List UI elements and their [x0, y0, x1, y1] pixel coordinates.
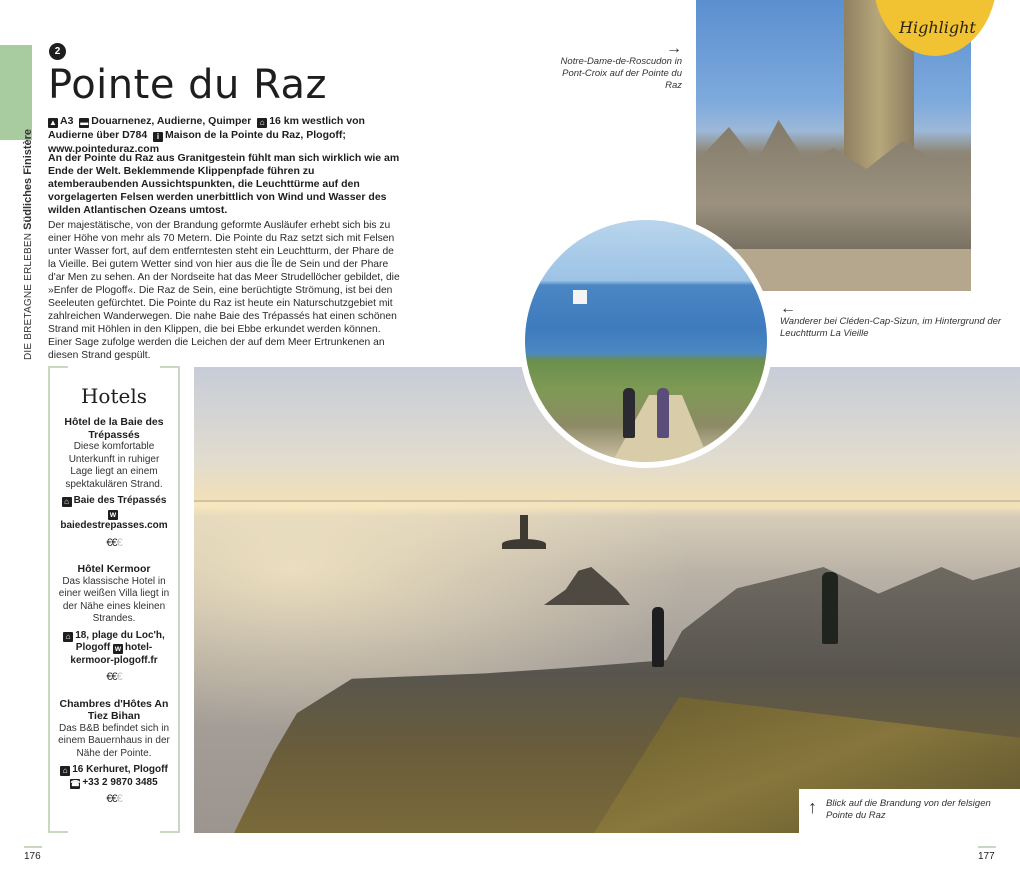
hotel-item — [50, 563, 178, 684]
hotel-website[interactable]: hotel-kermoor-plogoff.fr — [70, 642, 158, 666]
bus-info: Douarnenez, Audierne, Quimper — [91, 115, 252, 127]
hotel-item — [50, 416, 178, 549]
hotel-address: Baie des Trépassés — [73, 495, 167, 506]
arrow-up-icon: ↑ — [808, 797, 817, 817]
highlight-label: Highlight — [899, 18, 976, 37]
chapter-label: DIE BRETAGNE ERLEBEN — [23, 232, 34, 360]
map-icon: ▲ — [49, 118, 57, 127]
house-icon: ⌂ — [60, 766, 70, 776]
hotel-description: Das B&B befindet sich in einem Bauernhaus in der Nähe der Pointe. — [58, 722, 170, 759]
hotels-title: Hotels — [80, 384, 147, 408]
entry-number-badge: 2 — [49, 43, 66, 60]
lighthouse — [573, 290, 587, 304]
hikers-photo — [525, 220, 767, 462]
arrow-right-icon: → — [666, 40, 682, 57]
body-paragraph: Der majestätische, von der Brandung geformte Ausläufer erhebt sich bis zu einer Höhe von mehr als 70 Metern. Die Pointe du Raz setzt sich mit Felsen unter Wasser fort, auf dem entferntesten steht ein Leuchtturm, der Phare de la Vieille. Bei gutem Wetter sind von hier aus die Île de Sein und der Phare d'ar Men zu sehen. An der Nordseite hat das Meer Strudellöcher gebildet, die »Enfer de Plogoff«. Die Raz de Sein, eine berüchtigte Strömung, ist bei den Seeleuten gefürchtet. Die Pointe du Raz ist heute ein Naturschutzgebiet mit zahlreichen Wanderwegen. Die nahe Baie des Trépassés hat einen schönen Strand mit Höhlen in den Klippen, die bei Ebbe erkundet werden können. Einer Sage zufolge werden die Leichen der auf dem Meer Ertrunkenen an diesen Strand gespült. — [48, 220, 400, 361]
phone-icon: ☎ — [70, 778, 81, 788]
house-icon: ⌂ — [257, 118, 267, 128]
caption-text: Notre-Dame-de-Roscudon in Pont-Croix auf der Pointe du Raz — [560, 56, 682, 91]
hotel-description: Diese komfortable Unterkunft in ruhiger Lage liegt an einem spektakulären Strand. — [65, 441, 163, 490]
web-icon: w — [114, 644, 122, 653]
hotel-description: Das klassische Hotel in einer weißen Villa liegt in der Nähe eines kleinen Strandes. — [58, 575, 170, 624]
entry-info — [48, 114, 408, 156]
chapter-color-tab — [0, 45, 32, 140]
arrow-left-icon: ← — [780, 300, 796, 317]
hotel-phone: +33 2 9870 3485 — [82, 776, 158, 788]
running-header — [22, 129, 34, 360]
info-icon: i — [153, 132, 163, 142]
hotel-name: Hôtel de la Baie des Trépassés — [64, 416, 164, 441]
price-rating: €€€ — [106, 671, 122, 683]
person-silhouette — [822, 572, 838, 644]
hotel-website[interactable]: baiedestrepasses.com — [60, 520, 168, 531]
page-number-left: 176 — [24, 851, 41, 862]
caption-hikers — [780, 302, 1010, 340]
person-silhouette — [652, 607, 664, 667]
church-building — [696, 120, 971, 260]
bus-icon: ▬ — [80, 118, 89, 127]
caption-cliffs — [808, 798, 1008, 822]
page-title: Pointe du Raz — [48, 62, 328, 108]
hotels-box — [48, 366, 180, 833]
hotel-item — [50, 698, 178, 806]
hotel-address: 16 Kerhuret, Plogoff — [72, 764, 168, 775]
visitor-info: Maison de la Pointe du Raz, Plogoff; www.pointeduraz.com — [48, 129, 346, 155]
location-info: 16 km westlich von Audierne über D784 — [48, 115, 365, 141]
hotel-name: Hôtel Kermoor — [77, 563, 151, 575]
caption-text: Wanderer bei Cléden-Cap-Sizun, im Hintergrund der Leuchtturm La Vieille — [780, 316, 1002, 339]
web-icon: w — [109, 509, 117, 519]
page-number-right: 177 — [978, 851, 995, 862]
price-rating: €€€ — [106, 536, 122, 549]
price-rating: €€€ — [106, 793, 122, 805]
hiker — [657, 388, 669, 438]
caption-church — [560, 42, 682, 92]
map-ref: A3 — [60, 115, 74, 127]
hotel-address: 18, plage du Loc'h, Plogoff — [75, 629, 165, 653]
house-icon: ⌂ — [63, 632, 73, 642]
lead-paragraph: An der Pointe du Raz aus Granitgestein fühlt man sich wirklich wie am Ende der Welt. Beklemmende Klippenpfade führen zu atemberaubenden Aussichtspunkten, die Leuchttürme auf den vorgelagerten Felsen werden unerbittlich von Wind und Wasser des wilden Atlantischen Ozeans umtost. — [48, 152, 400, 216]
caption-text: Blick auf die Brandung von der felsigen Pointe du Raz — [826, 798, 991, 821]
section-label: Südliches Finistère — [22, 128, 34, 230]
hiker — [623, 388, 635, 438]
hotel-name: Chambres d'Hôtes An Tiez Bihan — [59, 697, 169, 722]
house-icon: ⌂ — [62, 497, 72, 507]
